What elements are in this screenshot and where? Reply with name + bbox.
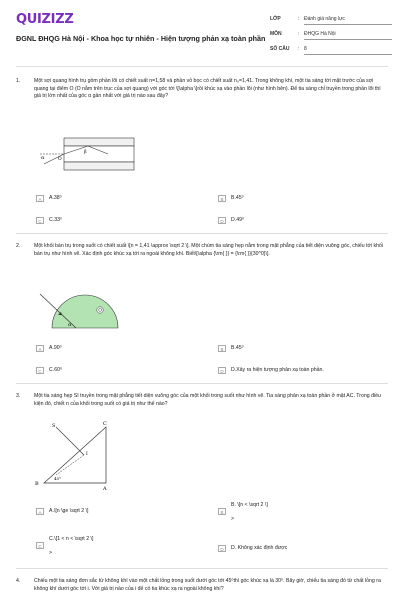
- meta-value-subject[interactable]: ĐHQG Hà Nội: [304, 31, 392, 40]
- incident-ray-si: [56, 427, 84, 455]
- option-2a[interactable]: [36, 345, 206, 353]
- label-i: I: [86, 452, 88, 457]
- option-2c[interactable]: [36, 367, 206, 375]
- label-o: O: [98, 307, 102, 313]
- meta-label: LỚP: [270, 16, 281, 22]
- meta-label: MÔN: [270, 31, 282, 37]
- option-key: B: [218, 508, 226, 515]
- option-key: A: [36, 508, 44, 515]
- label-alpha: α: [41, 155, 45, 161]
- meta-colon: :: [298, 46, 300, 52]
- question-divider: [16, 568, 388, 569]
- option-3b[interactable]: [218, 502, 388, 524]
- fiber-core: [64, 146, 134, 162]
- option-2d[interactable]: [218, 367, 388, 375]
- option-text: C.33⁰: [49, 217, 63, 223]
- meta-value-count[interactable]: 8: [304, 46, 392, 55]
- label-a: A: [103, 486, 107, 491]
- option-text: B. \[n < \sqrt 2 \]: [231, 502, 268, 508]
- option-key: D: [218, 217, 226, 224]
- option-1b[interactable]: [218, 195, 388, 203]
- quizizz-logo: QUIZIZZ: [16, 12, 74, 27]
- option-text: D.Xảy ra hiện tượng phản xạ toàn phần.: [231, 367, 324, 373]
- option-text: D.49⁰: [231, 217, 245, 223]
- option-extra: >: [231, 516, 235, 522]
- option-1c[interactable]: [36, 217, 206, 225]
- label-beta: β: [84, 150, 87, 155]
- option-text: A.90⁰: [49, 345, 62, 351]
- meta-value-class[interactable]: Đánh giá năng lực: [304, 16, 392, 25]
- prism-figure: [30, 417, 120, 491]
- option-key: B: [218, 195, 226, 202]
- meta-colon: :: [298, 16, 300, 22]
- option-3a[interactable]: [36, 508, 206, 516]
- option-key: C: [36, 542, 44, 549]
- option-key: A: [36, 195, 44, 202]
- question-text: Một sợi quang hình trụ gồm phần lõi có chiết suất n=1,58 và phần vỏ bọc có chiết suất n₀=1,41. Trong không khí, một tia sáng tới mặt trước của sợi quang tại điểm O (O nằm trên trục của sợi quang) với góc tới \[\alpha \]rồi khúc xạ vào phần lõi (như hình bên). Để tia sáng chỉ truyền trong phần lõi thì giá trị lớn nhất của góc α gần nhất với giá trị nào sau đây?: [34, 78, 381, 100]
- option-key: A: [36, 345, 44, 352]
- option-key: D: [218, 367, 226, 374]
- option-key: C: [36, 217, 44, 224]
- label-s: S: [52, 423, 56, 429]
- meta-label: SỐ CÂU: [270, 46, 290, 52]
- page-title: ĐGNL ĐHQG Hà Nội - Khoa học tự nhiên - Hiện tượng phản xạ toàn phần: [16, 34, 266, 43]
- label-o: O: [58, 157, 62, 162]
- option-text: A.38⁰: [49, 195, 62, 201]
- meta-colon: :: [298, 31, 300, 37]
- option-text: C.60⁰: [49, 367, 63, 373]
- header-divider: [16, 66, 388, 67]
- label-angle: 45°: [54, 476, 62, 481]
- option-1d[interactable]: [218, 217, 388, 225]
- option-key: C: [36, 367, 44, 374]
- question-divider: [16, 383, 388, 384]
- question-text: Chiếu một tia sáng đơn sắc từ không khí vào một chất lỏng trong suốt dưới góc tới 45⁰thì góc khúc xạ là 30⁰. Bây giờ, chiếu tia sáng đó từ chất lỏng ra không khí dưới góc tới i. Với giá trị nào của i để có tia khúc xạ ra ngoài không khí?: [34, 578, 381, 592]
- option-extra: >: [49, 550, 53, 556]
- option-key: D: [218, 545, 226, 552]
- label-b: B: [35, 481, 39, 487]
- prism-triangle: [44, 427, 106, 483]
- option-key: B: [218, 345, 226, 352]
- meta-row-count: [270, 44, 395, 59]
- optical-fiber-figure: [36, 134, 136, 186]
- question-text: Một tia sáng hẹp SI truyền trong mặt phẳng tiết diện vuông góc của một khối trong suốt như hình vẽ. Tia sáng phản xạ toàn phần ở mặt AC. Trong điều kiện đó, chiết n của khối trong suốt có giá trị như thế nào?: [34, 393, 381, 407]
- option-2b[interactable]: [218, 345, 388, 353]
- half-cylinder-figure: [36, 282, 122, 332]
- question-text: Một khối bán trụ trong suốt có chiết suất \[n = 1,41 \approx \sqrt 2 \]. Một chùm tia sáng hẹp nằm trong mặt phẳng của tiết diện vuông góc, chiếu tới khối bán trụ như hình vẽ. Xác định góc khúc xạ tới ra ngoài không khí. Biết\[\alpha {\rm{ }} = {\rm{ }}{30^0}\].: [34, 243, 384, 257]
- fiber-cladding-bottom: [64, 162, 134, 170]
- question-number: 3.: [16, 393, 21, 399]
- label-c: C: [103, 421, 107, 427]
- fiber-cladding-top: [64, 138, 134, 146]
- option-3c[interactable]: [36, 536, 206, 558]
- half-cylinder: [52, 295, 118, 328]
- question-number: 1.: [16, 78, 21, 84]
- option-3d[interactable]: [218, 545, 388, 553]
- option-text: B.45⁰: [231, 195, 244, 201]
- worksheet-header: [0, 0, 400, 64]
- question-number: 4.: [16, 578, 21, 584]
- question-number: 2.: [16, 243, 21, 249]
- option-text: A.\[n \ge \sqrt 2 \]: [49, 508, 89, 514]
- option-text: C.\[1 < n < \sqrt 2 \]: [49, 536, 94, 542]
- option-text: B.45⁰: [231, 345, 244, 351]
- meta-row-subject: [270, 29, 395, 44]
- label-alpha: α: [68, 322, 72, 328]
- meta-fields: [270, 14, 395, 59]
- option-1a[interactable]: [36, 195, 206, 203]
- option-text: D. Không xác định được: [231, 545, 288, 551]
- meta-row-class: [270, 14, 395, 29]
- question-divider: [16, 233, 388, 234]
